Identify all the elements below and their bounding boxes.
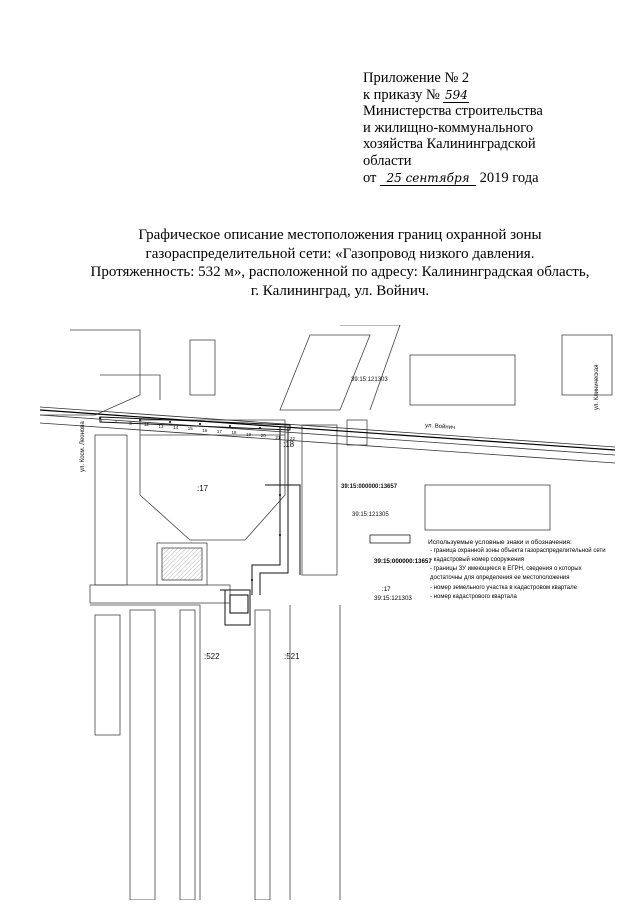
point-number: 21	[275, 434, 281, 440]
point-number: 13	[158, 423, 164, 429]
label-street-right: ул. Клиническая	[594, 364, 600, 410]
point-number: 18	[231, 430, 237, 436]
date-line: от 25 сентября 2019 года	[363, 169, 539, 186]
building-right-mid	[425, 485, 550, 530]
diagonal-road-outline	[280, 335, 370, 410]
point-number: 20	[260, 433, 266, 439]
ministry-line-3: хозяйства Калининградской	[363, 136, 536, 153]
label-street-voinich: ул. Войнич	[424, 422, 456, 432]
point-number: 2	[114, 419, 118, 425]
label-parcel-522: :522	[204, 652, 220, 661]
appendix-label: Приложение № 2	[363, 70, 470, 86]
label-parcel-521: :521	[284, 652, 300, 661]
label-street-leonova: ул. Косм. Леонова	[80, 421, 86, 472]
protection-zone-branch	[252, 427, 280, 595]
legend-item-cad-number: 39:15:000000:13657 - кадастровый номер сооружения	[374, 557, 524, 565]
label-quarter-mid: 39:15:121305	[352, 512, 389, 518]
title-line-3: Протяженность: 532 м», расположенной по адресу: Калининградская область,	[90, 264, 590, 280]
map-drawing	[40, 325, 615, 900]
legend-item-zone: - граница охранной зоны объекта газораспределительной сети	[430, 548, 606, 554]
title-line-4: г. Калининград, ул. Войнич.	[250, 282, 430, 299]
building-parcel-18	[302, 425, 337, 575]
document-header	[363, 70, 633, 186]
street-voinich-edge-1	[40, 407, 615, 447]
title-line-1: Графическое описание местоположения границ охранной зоны	[138, 227, 542, 243]
point-number: 1	[100, 418, 103, 423]
legend-item-quarter: 39:15:121303 - номер кадастрового квартала	[374, 594, 517, 602]
ministry-line-1: Министерства строительства	[363, 103, 543, 120]
point-number: 19	[246, 431, 252, 437]
cadastral-map	[40, 325, 615, 900]
building-far-right	[562, 335, 612, 395]
label-parcel-17: :17	[197, 484, 209, 493]
point-number: 15	[187, 426, 193, 432]
ministry-line-4: области	[363, 152, 412, 169]
ministry-line-2: и жилищно-коммунального	[363, 119, 534, 136]
point-number: 17	[216, 429, 222, 435]
order-number: 594	[445, 87, 468, 102]
point-number: 3	[129, 420, 132, 426]
legend-heading: Используемые условные знаки и обозначения:	[428, 539, 572, 546]
point-number: 12	[143, 422, 149, 428]
label-parcel-18: :18	[283, 440, 295, 449]
street-corner	[100, 375, 160, 400]
label-quarter-top: 39:15:121303	[351, 377, 388, 383]
document-title	[60, 226, 620, 300]
point-number: 16	[202, 427, 208, 433]
point-number: 14	[173, 424, 179, 430]
building-top-right	[410, 355, 515, 405]
building-top-left	[190, 340, 215, 395]
order-line: к приказу № 594	[363, 86, 468, 103]
legend-item-parcels: - границы ЗУ имеющиеся в ЕГРН, сведения о которых	[430, 566, 582, 572]
title-line-2: газораспределительной сети: «Газопровод низкого давления.	[145, 245, 535, 262]
street-block-left	[40, 330, 140, 415]
point-number: 22	[290, 436, 296, 441]
legend-item-parcel-number: :17 - номер земельного участка в кадастровом квартале	[382, 585, 577, 593]
label-cad-number: 39:15:000000:13657	[341, 484, 398, 490]
legend-zone-box	[370, 535, 410, 543]
legend-item-parcels-cont: достаточны для определения ее местоположения	[430, 575, 570, 581]
building-left-long	[95, 435, 127, 585]
date-handwritten: 25 сентября	[380, 172, 476, 186]
